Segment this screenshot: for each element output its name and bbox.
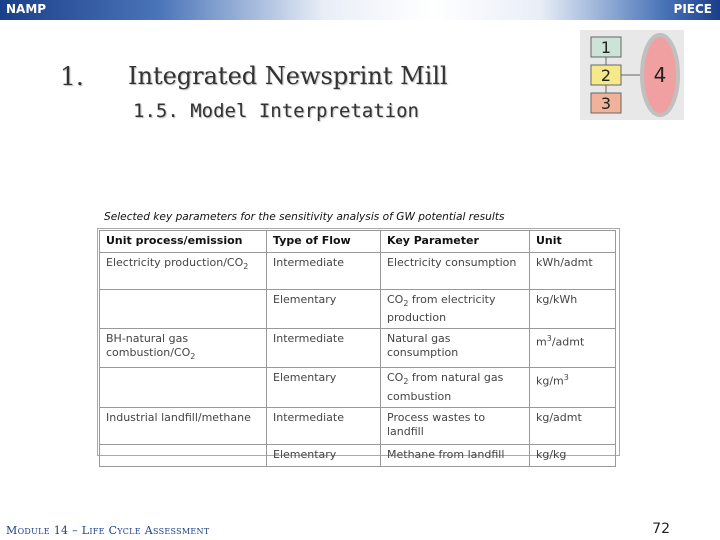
cell-process — [100, 329, 267, 368]
cell-flow: Elementary — [267, 290, 381, 329]
cell-param-subscript: 2 — [403, 299, 409, 309]
page-number: 72 — [652, 521, 670, 537]
cell-flow: Intermediate — [267, 329, 381, 368]
cell-unit: kWh/admt — [530, 253, 616, 290]
cell-param: Natural gas consumption — [381, 329, 530, 368]
cell-process — [100, 290, 267, 329]
col-header-key-parameter: Key Parameter — [381, 231, 530, 253]
section-number: 1. — [60, 62, 84, 91]
cell-process — [100, 444, 267, 466]
cell-param — [381, 368, 530, 407]
cell-unit: kg/kg — [530, 444, 616, 466]
cell-flow: Intermediate — [267, 407, 381, 444]
cell-flow: Elementary — [267, 444, 381, 466]
cell-param: Methane from landfill — [381, 444, 530, 466]
cell-param: Electricity consumption — [381, 253, 530, 290]
cell-unit-text: m — [536, 335, 547, 349]
col-header-unit: Unit — [530, 231, 616, 253]
module-box-1-label: 1 — [600, 38, 612, 57]
cell-unit-text-rest: /admt — [551, 335, 585, 349]
table-row — [100, 290, 616, 329]
cell-unit — [530, 329, 616, 368]
cell-param-text-rest: from electricity production — [387, 293, 496, 325]
module-highlight-label: 4 — [653, 63, 667, 87]
cell-unit — [530, 368, 616, 407]
cell-process-subscript: 2 — [190, 352, 196, 362]
cell-unit: kg/kWh — [530, 290, 616, 329]
cell-process: Industrial landfill/methane — [100, 407, 267, 444]
col-header-unit-process: Unit process/emission — [100, 231, 267, 253]
table-row — [100, 253, 616, 290]
cell-process — [100, 368, 267, 407]
table-row — [100, 407, 616, 444]
cell-param-text: CO — [387, 293, 404, 306]
cell-process-subscript: 2 — [243, 262, 249, 272]
header-right-label: PIECE — [673, 2, 712, 16]
cell-unit-superscript: 3 — [546, 334, 552, 344]
header-left-label: NAMP — [6, 2, 47, 16]
col-header-type-of-flow: Type of Flow — [267, 231, 381, 253]
cell-unit: kg/admt — [530, 407, 616, 444]
key-parameters-table — [99, 230, 616, 467]
module-box-2-label: 2 — [600, 66, 612, 85]
header-bar — [0, 0, 720, 20]
cell-process — [100, 253, 267, 290]
cell-param — [381, 290, 530, 329]
table-caption: Selected key parameters for the sensitivity analysis of GW potential results — [104, 211, 505, 223]
cell-process-text: Electricity production/CO — [106, 256, 244, 269]
cell-process-text: BH-natural gas combustion/CO — [106, 332, 191, 360]
table-row — [100, 329, 616, 368]
cell-unit-superscript: 3 — [563, 373, 569, 383]
cell-param-text: CO — [387, 371, 404, 385]
module-diagram — [580, 30, 684, 120]
table-row — [100, 444, 616, 466]
table-row — [100, 368, 616, 407]
section-subtitle: 1.5. Model Interpretation — [133, 100, 419, 122]
cell-param-subscript: 2 — [403, 377, 409, 387]
module-box-3-label: 3 — [600, 94, 612, 113]
table-header-row — [100, 231, 616, 253]
footer-module-label: Module 14 – Life Cycle Assessment — [6, 524, 210, 537]
cell-flow: Intermediate — [267, 253, 381, 290]
cell-unit-text: kg/m — [536, 375, 564, 389]
section-title: Integrated Newsprint Mill — [128, 62, 448, 90]
cell-param: Process wastes to landfill — [381, 407, 530, 444]
cell-param-text-rest: from natural gas combustion — [387, 371, 504, 403]
cell-flow: Elementary — [267, 368, 381, 407]
